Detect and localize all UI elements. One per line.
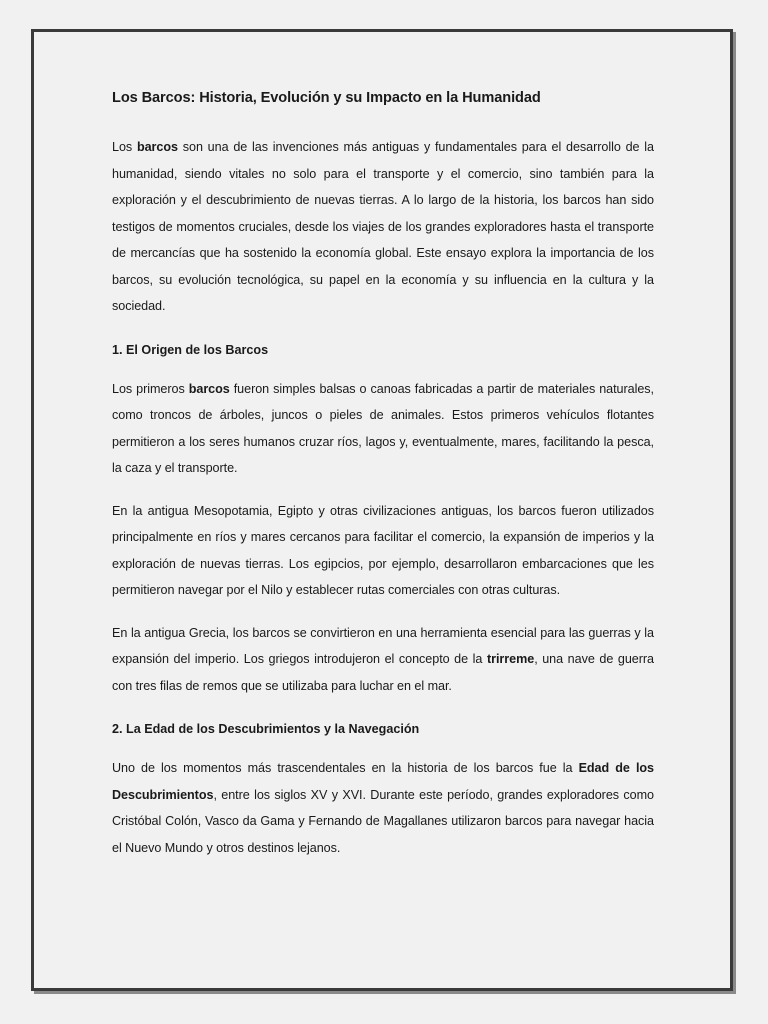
page-frame	[31, 29, 733, 991]
bold-term: trirreme	[486, 652, 535, 666]
origin-paragraph-2: En la antigua Mesopotamia, Egipto y otras civilizaciones antiguas, los barcos fueron utilizados principalmente en ríos y mares cercanos para facilitar el comercio, la expansión de imperios y la exploración de nuevas tierras. Los egipcios, por ejemplo, desarrollaron embarcaciones que les permitieron navegar por el Nilo y establecer rutas comerciales con otras culturas.	[112, 503, 654, 597]
origin-paragraph-3: En la antigua Grecia, los barcos se convirtieron en una herramienta esencial para las guerras y la expansión del imperio. Los griegos introdujeron el concepto de la trirreme, una nave de guerra con tres filas de remos que se utilizaba para luchar en el mar.	[112, 625, 654, 693]
document-title: Los Barcos: Historia, Evolución y su Impacto en la Humanidad	[112, 90, 541, 106]
discoveries-paragraph-1: Uno de los momentos más trascendentales en la historia de los barcos fue la Edad de los Descubrimientos, entre los siglos XV y XVI. Durante este período, grandes exploradores como Cristóbal Colón, Vasco da Gama y Fernando de Magallanes utilizaron barcos para navegar hacia el Nuevo Mundo y otros destinos lejanos.	[112, 761, 654, 855]
bold-term: Edad de los Descubrimientos	[112, 761, 654, 802]
intro-paragraph: Los barcos son una de las invenciones más antiguas y fundamentales para el desarrollo de la humanidad, siendo vitales no solo para el transporte y el comercio, sino también para la exploración y el descubrimiento de nuevas tierras. A lo largo de la historia, los barcos han sido testigos de momentos cruciales, desde los viajes de los grandes exploradores hasta el transporte de mercancías que ha sostenido la economía global. Este ensayo explora la importancia de los barcos, su evolución tecnológica, su papel en la economía y su influencia en la cultura y la sociedad.	[112, 140, 655, 313]
document-body	[112, 88, 654, 861]
bold-term: barcos	[136, 140, 178, 154]
origin-paragraph-1: Los primeros barcos fueron simples balsas o canoas fabricadas a partir de materiales naturales, como troncos de árboles, juncos o pieles de animales. Estos primeros vehículos flotantes permitieron a los seres humanos cruzar ríos, lagos y, eventualmente, mares, facilitando la pesca, la caza y el transporte.	[112, 381, 654, 475]
section-heading-origin: 1. El Origen de los Barcos	[112, 342, 269, 357]
section-heading-discoveries: 2. La Edad de los Descubrimientos y la Navegación	[112, 722, 420, 736]
bold-term: barcos	[188, 381, 230, 396]
